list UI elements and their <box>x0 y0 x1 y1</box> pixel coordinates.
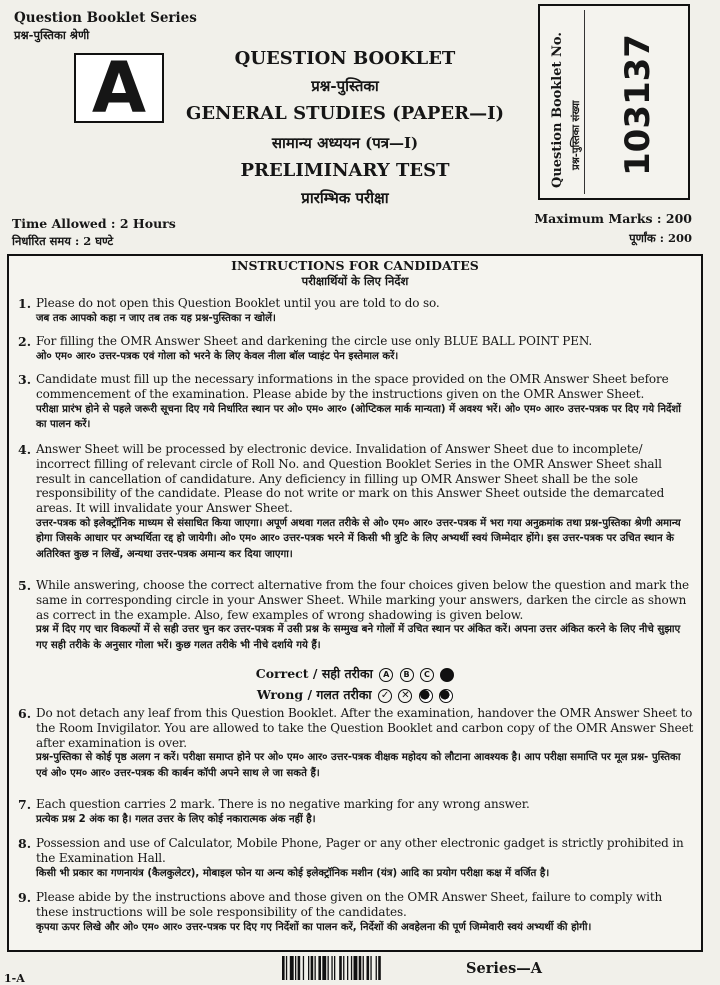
bubble-dot-icon <box>439 689 453 703</box>
booklet-number-box <box>538 4 690 200</box>
subject-title: GENERAL STUDIES (PAPER—I) <box>185 103 505 124</box>
instruction-number: 4. <box>18 442 32 457</box>
time-allowed-hindi: निर्धारित समय : 2 घण्टे <box>12 234 114 248</box>
barcode-bar <box>322 956 326 980</box>
instruction-text-english: For filling the OMR Answer Sheet and darkening the circle use only BLUE BALL POINT PEN. <box>36 334 593 348</box>
barcode-bar <box>311 956 314 980</box>
test-title: PRELIMINARY TEST <box>240 160 450 181</box>
barcode <box>282 956 440 980</box>
instruction-text-hindi: कृपया ऊपर लिखे और ओ० एम० आर० उत्तर-पत्रक पर दिए गए निर्देशों का पालन करें, निर्देशों की अवहेलना की पूर्ण जिम्मेवारी स्वयं अभ्यर्थी की होगी। <box>36 921 592 933</box>
page-code: 1-A <box>4 972 25 985</box>
instruction-number: 1. <box>18 296 32 311</box>
instruction-text-hindi: प्रश्न में दिए गए चार विकल्पों में से सही उत्तर चुन कर उत्तर-पत्रक में उसी प्रश्न के सम्मुख बने गोलों में उचित स्थान पर अंकित करें। अपना उत्तर अंकित करने के लिए नीचे सुझाए गए सही तरीके के अनुसार गोला भरें। कुछ गलत तरीके भी नीचे दर्शाये गये हैं। <box>36 624 681 651</box>
instruction-text-hindi: किसी भी प्रकार का गणनायंत्र (कैलकुलेटर), मोबाइल फोन या अन्य कोई इलेक्ट्रॉनिक मशीन (यंत्र) आदि का प्रयोग परीक्षा कक्ष में वर्जित है। <box>36 867 550 879</box>
barcode-bar <box>363 956 364 980</box>
barcode-bar <box>354 956 358 980</box>
barcode-bar <box>347 956 348 980</box>
instruction-item <box>18 296 694 326</box>
barcode-bar <box>315 956 316 980</box>
bubble-cross-icon: ✕ <box>398 689 412 703</box>
instruction-number: 3. <box>18 372 32 387</box>
barcode-bar <box>331 956 332 980</box>
instruction-item <box>18 706 694 781</box>
instruction-number: 2. <box>18 334 32 349</box>
instruction-number: 8. <box>18 836 32 851</box>
instruction-item <box>18 334 694 364</box>
barcode-bar <box>376 956 377 980</box>
instruction-text-english: Do not detach any leaf from this Question Booklet. After the examination, handover the OMR Answer Sheet to the Room Invigilator. You are allowed to take the Question Booklet and carbon copy of the OMR Answer Sheet after examination is over. <box>36 706 694 750</box>
booklet-title-hindi: प्रश्न-पुस्तिका <box>311 77 379 95</box>
barcode-bar <box>334 956 335 980</box>
instruction-item <box>18 442 694 562</box>
barcode-bar <box>378 956 381 980</box>
instruction-text-english: Please abide by the instructions above and those given on the OMR Answer Sheet, failure to comply with these instructions will be sole responsibility of the candidates. <box>36 890 663 919</box>
barcode-bar <box>367 956 370 980</box>
instruction-number: 6. <box>18 706 32 721</box>
barcode-bar <box>343 956 344 980</box>
instruction-text-hindi: प्रत्येक प्रश्न 2 अंक का है। गलत उत्तर के लिए कोई नकारात्मक अंक नहीं है। <box>36 813 316 825</box>
barcode-bar <box>351 956 352 980</box>
instruction-text-hindi: जब तक आपको कहा न जाए तब तक यह प्रश्न-पुस्तिका न खोलें। <box>36 312 276 324</box>
subject-title-hindi: सामान्य अध्ययन (पत्र—I) <box>271 134 419 152</box>
bubble-tick-icon: ✓ <box>378 689 392 703</box>
instruction-number: 9. <box>18 890 32 905</box>
instruction-text-english: While answering, choose the correct alternative from the four choices given below the question and mark the same in corresponding circle in your Answer Sheet. While marking your answers, darken the circle as shown as correct in the example. Also, few examples of wrong shadowing is given below. <box>36 578 689 622</box>
barcode-bar <box>328 956 329 980</box>
instruction-item <box>18 372 694 433</box>
bubble-filled-icon <box>440 668 454 682</box>
time-allowed: Time Allowed : 2 Hours <box>12 216 176 231</box>
booklet-number-label-hindi: प्रश्न-पुस्तिका संख्या <box>571 100 582 170</box>
instruction-text-english: Candidate must fill up the necessary informations in the space provided on the OMR Answer Sheet before commencement of the examination. Please abide by the instructions given on the OMR Answer Sheet. <box>36 372 669 401</box>
maximum-marks-hindi: पूर्णांक : 200 <box>629 231 692 245</box>
instruction-text-english: Please do not open this Question Booklet until you are told to do so. <box>36 296 440 310</box>
bubble-a: A <box>379 668 393 682</box>
instruction-text-hindi: प्रश्न-पुस्तिका से कोई पृष्ठ अलग न करें। परीक्षा समाप्त होने पर ओ० एम० आर० उत्तर-पत्रक वीक्षक महोदय को लौटाना आवश्यक है। आप परीक्षा समाप्ति पर मूल प्रश्न- पुस्तिका एवं ओ० एम० आर० उत्तर-पत्रक की कार्बन कॉपी अपने साथ ले जा सकते हैं। <box>36 752 681 779</box>
instruction-number: 7. <box>18 797 32 812</box>
instruction-text-english: Answer Sheet will be processed by electronic device. Invalidation of Answer Sheet due to incomplete/ incorrect filling of relevant circle of Roll No. and Question Booklet Series in the OMR Answer Sheet shall result in cancellation of candidature. Any deficiency in filling up OMR Answer Sheet shall be the sole responsibility of the candidate. Please do not write or mark on this Answer Sheet outside the demarcated areas. It will invalidate your Answer Sheet. <box>36 442 665 516</box>
series-label: Question Booklet Series <box>14 10 197 26</box>
instruction-text-hindi: परीक्षा प्रारंभ होने से पहले जरूरी सूचना दिए गये निर्धारित स्थान पर ओ० एम० आर० (ओप्टिकल मार्क मान्यता) में अवश्य भरें। ओ० एम० आर० उत्तर-पत्रक पर दिए गये निर्देशों का पालन करें। <box>36 403 681 431</box>
barcode-bar <box>286 956 287 980</box>
instruction-text-hindi: उत्तर-पत्रक को इलेक्ट्रॉनिक माध्यम से संसाधित किया जाएगा। अपूर्ण अथवा गलत तरीके से ओ० एम० आर० उत्तर-पत्रक में भरा गया अनुक्रमांक तथा प्रश्न-पुस्तिका श्रेणी अमान्य होगा जिसके आधार पर अभ्यर्थिता रद्द हो जायेगी। ओ० एम० आर० उत्तर-पत्रक भरने में किसी भी त्रुटि के लिए अभ्यर्थी स्वयं जिम्मेदार होंगे। इस उत्तर-पत्रक पर उचित स्थान के अतिरिक्त कुछ न लिखें, अन्यथा उत्तर-पत्रक अमान्य कर दिया जाएगा। <box>36 517 681 560</box>
barcode-bar <box>295 956 296 980</box>
barcode-bar <box>303 956 304 980</box>
instruction-item <box>18 797 694 827</box>
barcode-bar <box>298 956 301 980</box>
instruction-text-english: Possession and use of Calculator, Mobile Phone, Pager or any other electronic gadget is strictly prohibited in the Examination Hall. <box>36 836 684 865</box>
test-title-hindi: प्रारम्भिक परीक्षा <box>301 189 389 207</box>
booklet-title: QUESTION BOOKLET <box>234 48 456 69</box>
instruction-text-hindi: ओ० एम० आर० उत्तर-पत्रक एवं गोला को भरने के लिए केवल नीला बॉल प्वाइंट पेन इस्तेमाल करें। <box>36 350 399 362</box>
booklet-number: 103137 <box>618 34 658 176</box>
instruction-item <box>18 578 694 653</box>
correct-example-row <box>0 665 710 682</box>
series-label-hindi: प्रश्न-पुस्तिका श्रेणी <box>14 28 90 42</box>
wrong-example-row <box>0 686 710 703</box>
barcode-bar <box>290 956 294 980</box>
booklet-number-label-panel <box>544 10 585 194</box>
instruction-item <box>18 890 694 935</box>
footer-series: Series—A <box>466 960 542 977</box>
barcode-bar <box>339 956 342 980</box>
bubble-b: B <box>400 668 414 682</box>
correct-example-label: Correct / सही तरीका <box>255 666 373 681</box>
series-letter: A <box>91 47 147 129</box>
barcode-bar <box>370 956 371 980</box>
barcode-bar <box>308 956 309 980</box>
instructions-heading-hindi: परीक्षार्थियों के लिए निर्देश <box>301 274 409 288</box>
maximum-marks: Maximum Marks : 200 <box>534 211 692 226</box>
series-letter-box <box>74 47 164 129</box>
bubble-partial-icon <box>419 689 433 703</box>
barcode-bar <box>282 956 285 980</box>
bubble-c: C <box>420 668 434 682</box>
instruction-number: 5. <box>18 578 32 593</box>
instructions-heading: INSTRUCTIONS FOR CANDIDATES <box>231 258 479 273</box>
booklet-number-label: Question Booklet No. <box>550 32 565 188</box>
barcode-bar <box>318 956 321 980</box>
barcode-bar <box>359 956 362 980</box>
wrong-example-label: Wrong / गलत तरीका <box>256 687 372 702</box>
instruction-text-english: Each question carries 2 mark. There is no negative marking for any wrong answer. <box>36 797 530 811</box>
instruction-item <box>18 836 694 881</box>
